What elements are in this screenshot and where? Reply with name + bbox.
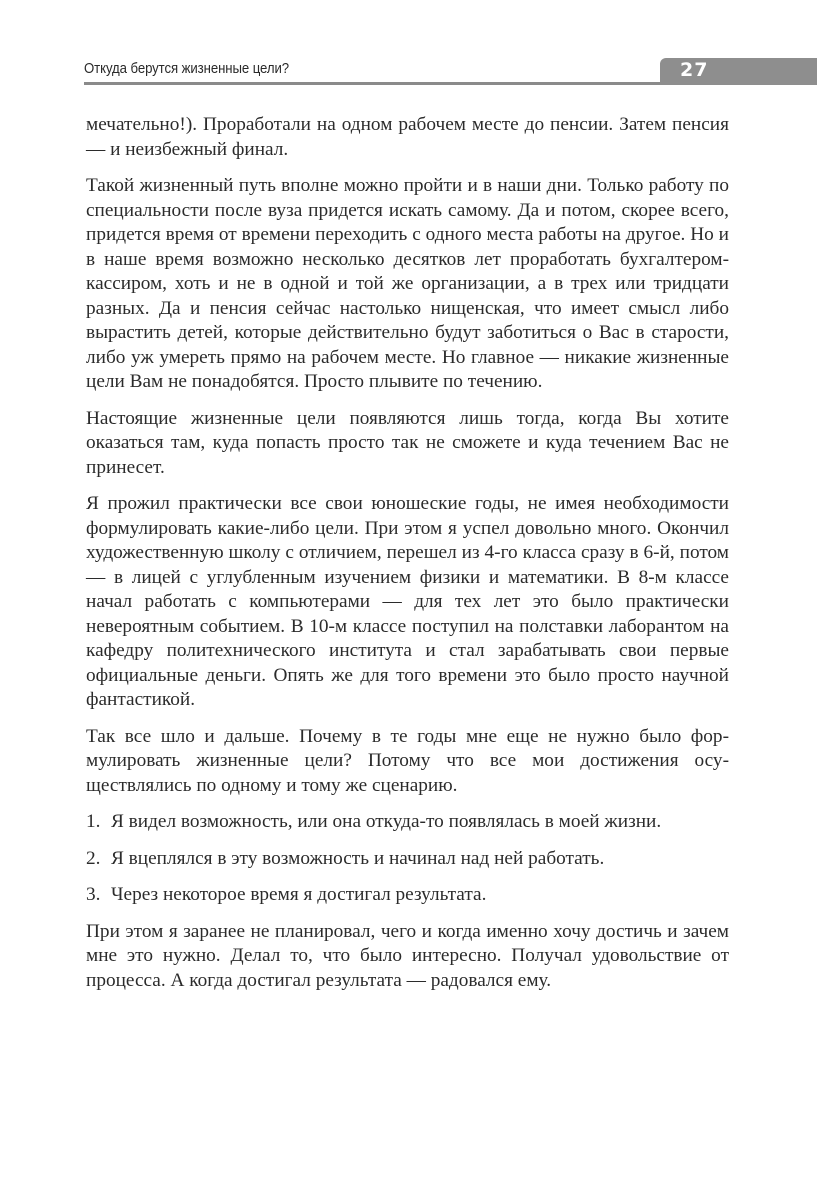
page-number-tab: [660, 58, 817, 85]
list-item-number: 1.: [86, 811, 101, 832]
paragraph: мечательно!). Проработали на одном рабочем месте до пенсии. Затем пенсия — и неизбежный финал.: [86, 114, 729, 160]
list-item: [86, 847, 729, 872]
list-item-text: Я вцеплялся в эту возможность и начинал над ней работать.: [111, 847, 605, 869]
list-item-text: Я видел возможность, или она откуда-то появлялась в моей жизни.: [111, 811, 662, 832]
page-number: 27: [680, 59, 709, 81]
closing-paragraph: При этом я заранее не планировал, чего и когда именно хочу достичь и зачем мне это нужно. Делал то, что было интересно. Получал удовольствие от процесса. А когда достигал результата — радовался ему.: [86, 920, 729, 991]
running-title: Откуда берутся жизненные цели?: [84, 60, 290, 77]
list-item: [86, 883, 729, 908]
paragraph: Настоящие жизненные цели появляются лишь тогда, когда Вы хотите оказаться там, куда попасть просто так не сможете и куда течением Вас не принесет.: [86, 407, 729, 478]
paragraph: Я прожил практически все свои юношеские годы, не имея необходимости формулировать какие-либо цели. При этом я успел довольно много. Окончил художественную школу с отличием, перешел из 4-го класса сразу в 6-й, потом — в лицей с углубленным изучением физики и математики. В 8-м классе начал работать с компьютерами — для тех лет это было практически невероятным событием. В 10-м классе поступил на полставки лаборантом на кафедру политехнического института и стал зарабатывать свои первые официальные деньги. Опять же для того времени это было просто научной фантастикой.: [86, 493, 729, 710]
page-header: [84, 58, 817, 84]
numbered-list: [86, 810, 729, 908]
paragraph: Такой жизненный путь вполне можно пройти и в наши дни. Только работу по специальности после вуза придется искать самому. Да и потом, скорее всего, придется время от времени переходить с одного места работы на другое. Но и в наше время возможно несколько десятков лет проработать бухгалтером-кассиром, хоть и не в одной и той же организации, а в трех или тридцати разных. Да и пенсия сейчас настолько нищенская, что имеет смысл либо вырастить детей, которые действительно будут заботиться о Вас в старости, либо уж умереть прямо на рабочем месте. Но главное — никакие жизненные цели Вам не понадобятся. Просто плывите по течению.: [86, 175, 729, 392]
paragraph: Так все шло и дальше. Почему в те годы мне еще не нужно было формулировать жизненные цели? Потому что все мои достижения осуществлялись по одному и тому же сценарию.: [86, 725, 729, 796]
list-item-number: 2.: [86, 847, 101, 869]
list-item-text: Через некоторое время я достигал результата.: [111, 884, 487, 905]
list-item: [86, 810, 729, 835]
list-item-number: 3.: [86, 884, 101, 905]
page-body: [86, 113, 729, 1005]
